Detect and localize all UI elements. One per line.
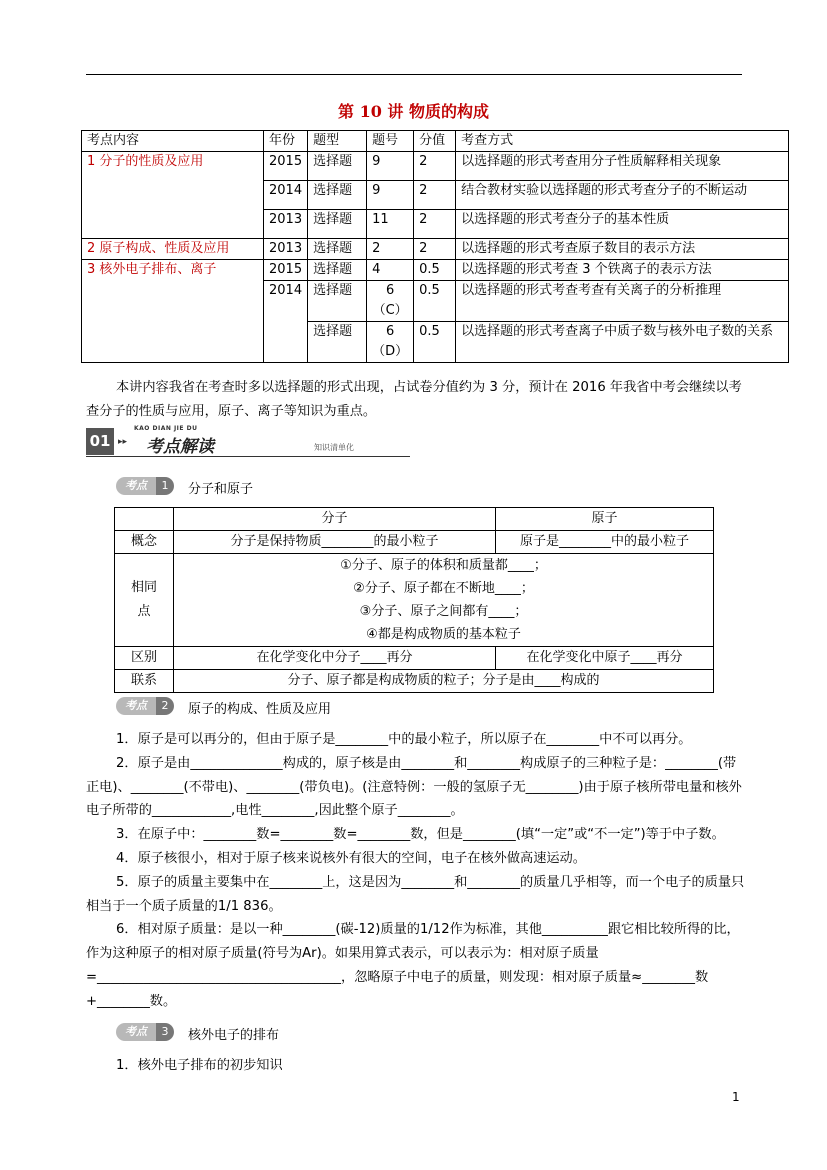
method-cell: 以选择题的形式考查离子中质子数与核外电子数的关系 [456,322,789,363]
type-cell: 选择题 [308,152,367,181]
method-cell: 以选择题的形式考查用分子性质解释相关现象 [456,152,789,181]
row-label: 联系 [115,670,174,693]
topic-cell: 1 分子的性质及应用 [82,152,264,239]
header-cell: 分子 [174,508,496,531]
list-item: 3．在原子中：________数=________数=________数，但是________(填“一定”或“不一定”)等于中子数。 [116,827,725,843]
method-cell: 以选择题的形式考查分子的基本性质 [456,210,789,239]
kaodian-number: 1 [156,477,174,495]
list-item: 4．原子核很小，相对于原子核来说核外有很大的空间，电子在核外做高速运动。 [116,850,586,866]
same-point: ④都是构成物质的基本粒子 [366,627,521,642]
banner-title: 考点解读 [146,437,214,457]
year-cell: 2014 [264,181,308,210]
score-cell: 0.5 [414,260,456,281]
list-item: 6．相对原子质量：是以一种________(碳-12)质量的1/12作为标准，其他__________跟它相比较所得的比，作为这种原子的相对原子质量(符号为Ar)。如果用算式表示，可以表示为：相对原子质量=_____________________________________，忽略原子中电子的质量，则发现：相对原子质量≈________数+________数。 [86,922,740,1009]
table-row [115,554,714,647]
num-cell: 2 [367,239,414,260]
table-row [115,670,714,693]
page-title: 第 10 讲 物质的构成 [338,102,489,121]
electron-points [86,1054,746,1078]
header-cell: 考查方式 [456,131,789,152]
topic-cell: 2 原子构成、性质及应用 [82,239,264,260]
year-cell: 2014 [264,281,308,363]
type-cell: 选择题 [308,210,367,239]
method-cell: 以选择题的形式考查考查有关离子的分析推理 [456,281,789,322]
num-cell: 4 [367,260,414,281]
method-cell: 结合教材实验以选择题的形式考查分子的不断运动 [456,181,789,210]
header-cell: 题号 [367,131,414,152]
kaodian-title-3: 核外电子的排布 [188,1028,280,1043]
table-row [115,531,714,554]
arrow-icon: ▸▸ [118,437,128,447]
num-cell: 9 [367,152,414,181]
header-cell: 考点内容 [82,131,264,152]
intro-paragraph [86,376,746,424]
section-banner [86,425,410,458]
concept-atom: 原子是________中的最小粒子 [496,531,714,554]
same-point: ③分子、原子之间都有____； [359,604,528,619]
num-cell: 11 [367,210,414,239]
year-cell: 2015 [264,260,308,281]
list-item: 2．原子是由______________构成的，原子核是由________和________构成原子的三种粒子是：________(带正电)、________(不带电)、________(带负电)。(注意特例：一般的氢原子无________)由于原子核所带电量和核外电子所带的____________,电性________,因此整个原子________。 [86,755,742,819]
list-item: 1．核外电子排布的初步知识 [116,1058,283,1073]
link-text: 分子、原子都是构成物质的粒子；分子是由____构成的 [174,670,714,693]
score-cell: 2 [414,152,456,181]
header-cell: 原子 [496,508,714,531]
same-point: ①分子、原子的体积和质量都____； [340,558,547,573]
score-cell: 0.5 [414,281,456,322]
year-cell: 2013 [264,210,308,239]
table-header-row [82,131,789,152]
list-item: 5．原子的质量主要集中在________上，这是因为________和________的质量几乎相等，而一个电子的质量只相当于一个质子质量的1/1 836。 [86,874,745,914]
atom-points [86,728,746,1014]
table-row [115,508,714,531]
header-cell: 年份 [264,131,308,152]
num-cell: 6 （C） [367,281,414,322]
kaodian-label: 考点 [116,1023,156,1041]
kaodian-label: 考点 [116,697,156,715]
row-label: 概念 [115,531,174,554]
num-cell: 6 （D） [367,322,414,363]
type-cell: 选择题 [308,239,367,260]
exam-table [81,130,789,363]
banner-subtitle: 知识清单化 [314,443,354,452]
score-cell: 2 [414,181,456,210]
banner-pinyin: KAO DIAN JIE DU [134,425,198,432]
year-cell: 2013 [264,239,308,260]
intro-text: 本讲内容我省在考查时多以选择题的形式出现，占试卷分值约为 3 分，预计在 2016 年我省中考会继续以考查分子的性质与应用，原子、离子等知识为重点。 [86,380,742,419]
banner-number: 01 [86,428,114,455]
table-row [82,152,789,181]
empty-cell [115,508,174,531]
list-item: 1．原子是可以再分的，但由于原子是________中的最小粒子，所以原子在________中不可以再分。 [116,732,692,747]
header-cell: 题型 [308,131,367,152]
type-cell: 选择题 [308,322,367,363]
row-label: 区别 [115,647,174,670]
type-cell: 选择题 [308,181,367,210]
page-number: 1 [732,1090,740,1104]
kaodian-number: 3 [156,1023,174,1041]
year-cell: 2015 [264,152,308,181]
kaodian-title-2: 原子的构成、性质及应用 [188,702,332,717]
banner-rule [86,456,410,457]
kaodian-label: 考点 [116,477,156,495]
kaodian-number: 2 [156,697,174,715]
num-cell: 9 [367,181,414,210]
method-cell: 以选择题的形式考查原子数目的表示方法 [456,239,789,260]
score-cell: 0.5 [414,322,456,363]
type-cell: 选择题 [308,260,367,281]
diff-molecule: 在化学变化中分子____再分 [174,647,496,670]
score-cell: 2 [414,210,456,239]
table-row [115,647,714,670]
topic-cell: 3 核外电子排布、离子 [82,260,264,363]
diff-atom: 在化学变化中原子____再分 [496,647,714,670]
concept-molecule: 分子是保持物质________的最小粒子 [174,531,496,554]
same-points [174,554,714,647]
kaodian-title-1: 分子和原子 [188,482,254,497]
molecule-atom-table [114,507,714,693]
header-rule [86,74,742,75]
row-label: 相同 点 [115,554,174,647]
type-cell: 选择题 [308,281,367,322]
score-cell: 2 [414,239,456,260]
table-row [82,239,789,260]
same-point: ②分子、原子都在不断地____； [353,581,534,596]
header-cell: 分值 [414,131,456,152]
method-cell: 以选择题的形式考查 3 个铁离子的表示方法 [456,260,789,281]
table-row [82,260,789,281]
